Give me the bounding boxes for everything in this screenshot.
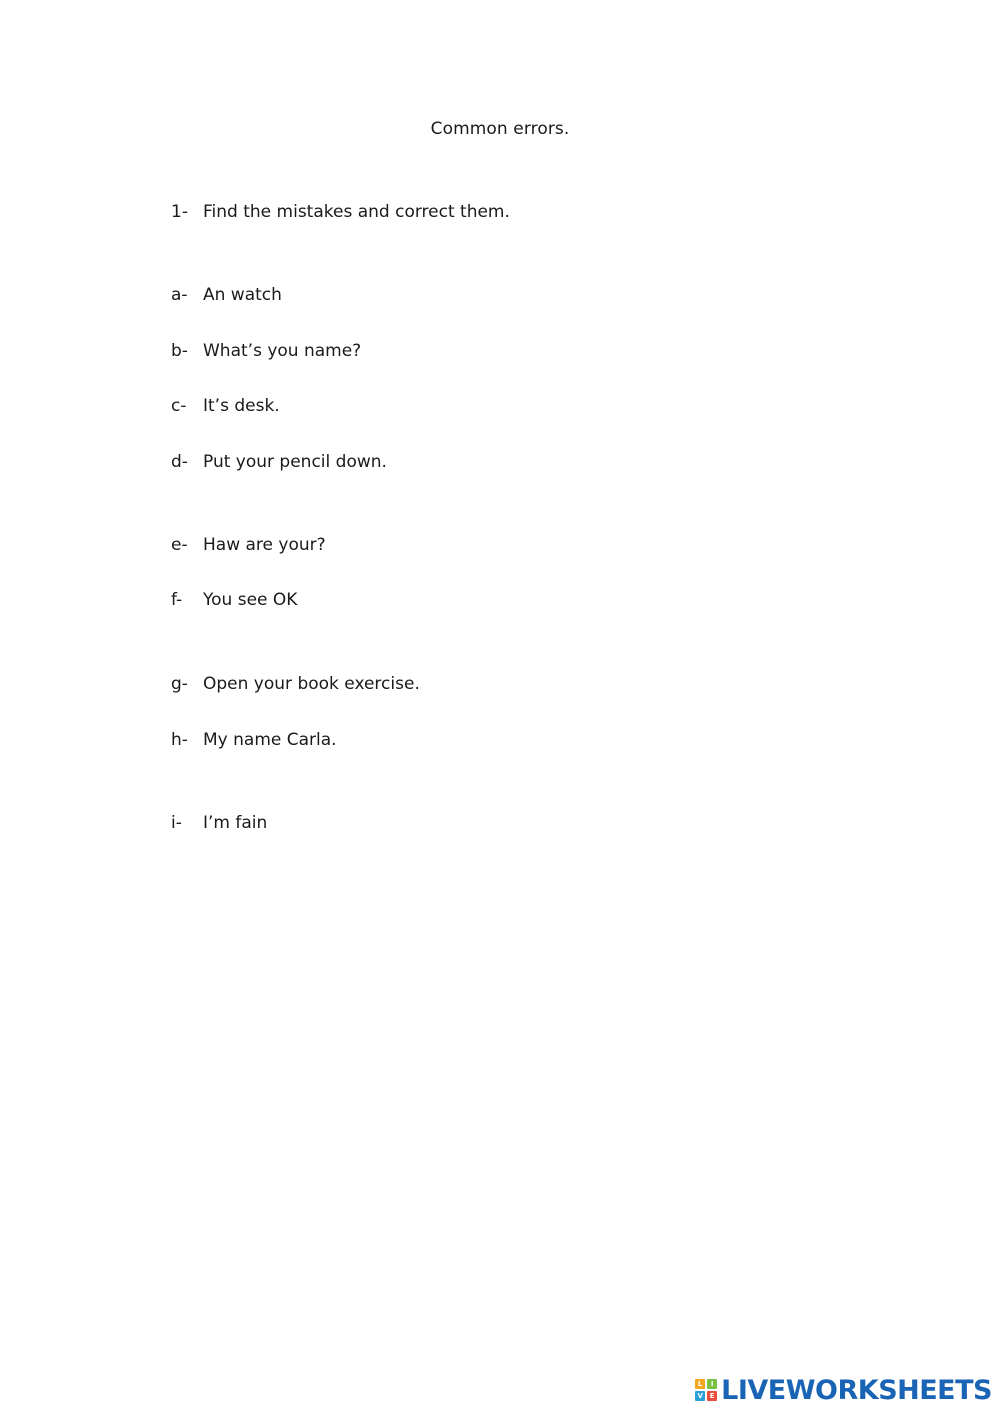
- item-marker: h-: [171, 730, 188, 750]
- item-text: What’s you name?: [203, 341, 362, 361]
- instruction-number: 1-: [171, 202, 188, 222]
- item-text: Put your pencil down.: [203, 452, 387, 472]
- instruction-line: [171, 202, 510, 222]
- item-marker: c-: [171, 396, 187, 416]
- item-text: Haw are your?: [203, 535, 326, 555]
- icon-tile: E: [707, 1391, 717, 1401]
- item-marker: e-: [171, 535, 188, 555]
- item-text: An watch: [203, 285, 282, 305]
- item-text: I’m fain: [203, 813, 268, 833]
- item-marker: a-: [171, 285, 188, 305]
- exercise-item-b: [171, 341, 361, 361]
- exercise-item-f: [171, 590, 297, 610]
- item-marker: f-: [171, 590, 183, 610]
- exercise-item-d: [171, 452, 387, 472]
- item-text: My name Carla.: [203, 730, 337, 750]
- page-title: Common errors.: [430, 119, 570, 139]
- item-marker: b-: [171, 341, 188, 361]
- item-text: You see OK: [203, 590, 298, 610]
- exercise-item-g: [171, 674, 420, 694]
- instruction-text: Find the mistakes and correct them.: [203, 202, 510, 222]
- item-marker: d-: [171, 452, 188, 472]
- icon-tile: I: [707, 1379, 717, 1389]
- liveworksheets-logo: [695, 1375, 992, 1405]
- item-marker: i-: [171, 813, 182, 833]
- liveworksheets-wordmark: LIVEWORKSHEETS: [721, 1374, 992, 1406]
- item-text: It’s desk.: [203, 396, 280, 416]
- item-text: Open your book exercise.: [203, 674, 420, 694]
- exercise-item-e: [171, 535, 326, 555]
- item-marker: g-: [171, 674, 188, 694]
- icon-tile: L: [695, 1379, 705, 1389]
- exercise-item-a: [171, 285, 282, 305]
- exercise-item-i: [171, 813, 267, 833]
- liveworksheets-icon: [695, 1379, 717, 1401]
- exercise-item-c: [171, 396, 280, 416]
- icon-tile: V: [695, 1391, 705, 1401]
- exercise-item-h: [171, 730, 337, 750]
